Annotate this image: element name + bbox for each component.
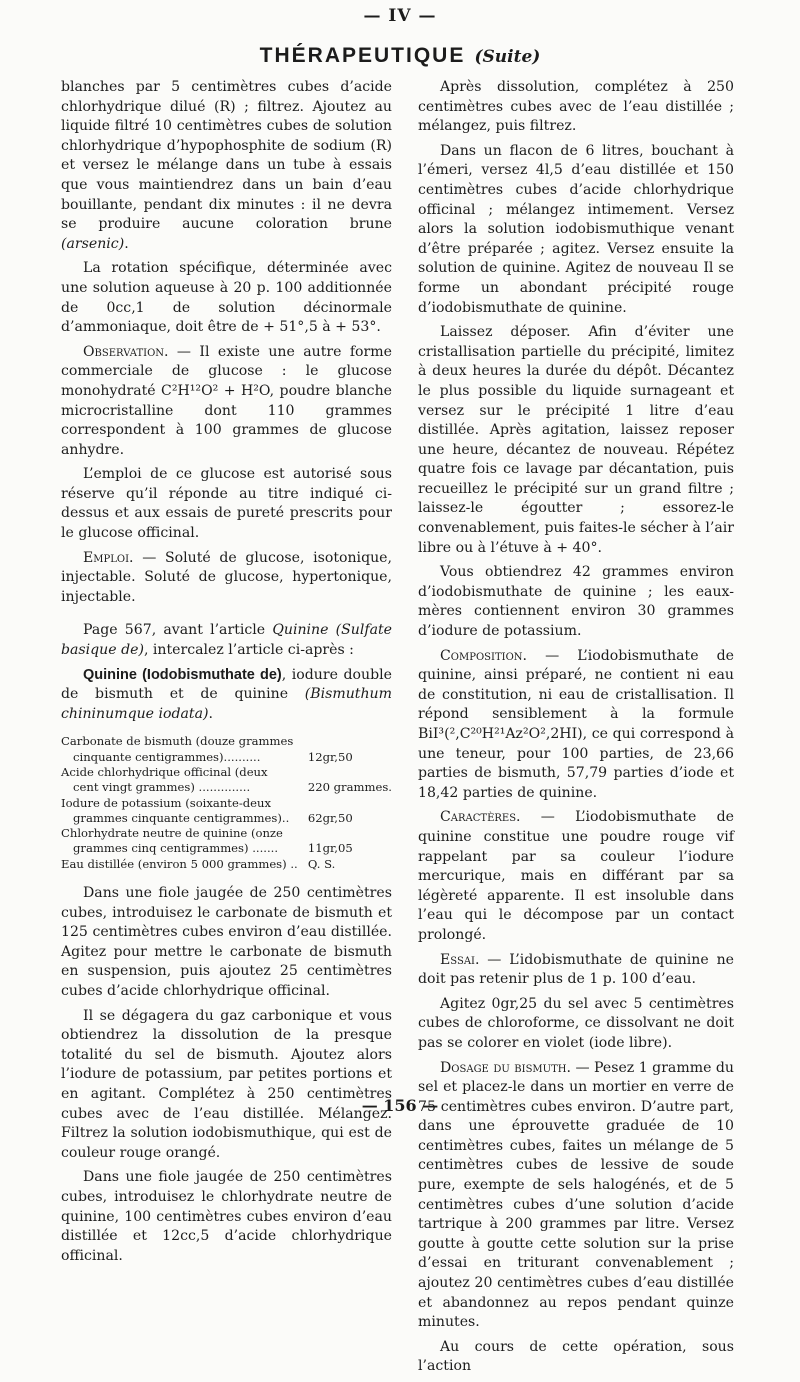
page-marker-top: — IV — <box>363 6 437 26</box>
paragraph: Après dissolution, complétez à 250 centimètres cubes avec de l’eau distillée ; mélangez, puis filtrez. <box>418 79 734 135</box>
header-suite: (Suite) <box>474 47 541 67</box>
paragraph: Dans un flacon de 6 litres, bouchant à l’émeri, versez 4l,5 d’eau distillée et 150 centimètres cubes d’acide chlorhydrique officinal ; mélangez intimement. Versez alors la solution iodobismuthique venant d’être préparée ; agitez. Versez ensuite la solution de quinine. Agitez de nouveau Il se forme un abondant précipité rouge d’iodobismuthate de quinine. <box>418 142 734 316</box>
page-reference: Page 567, avant l’article Quinine (Sulfate basique de), intercalez l’article ci-après : <box>61 622 393 659</box>
right-column <box>418 78 734 1382</box>
formula-row: grammes cinquante centigrammes).. 62gr,50 <box>73 810 353 825</box>
paragraph: Il se dégagera du gaz carbonique et vous obtiendrez la dissolution de la presque totalité du sel de bismuth. Ajoutez alors l’iodure de potassium, par petites portions et en agitant. Complétez à 250 centimètres cubes avec de l’eau distillée. Mélangez. Filtrez la solution iodobismuthique, qui est de couleur rouge orangé. <box>61 1007 392 1161</box>
paragraph-observation: Observation. — Il existe une autre forme commerciale de glucose : le glucose monohydraté C²H¹²O² + H²O, poudre blanche microcristalline dont 110 grammes correspondent à 100 grammes de glucose anhydre. <box>61 343 392 458</box>
emploi-label: Emploi. <box>83 549 134 566</box>
formula-row: grammes cinq centigrammes) ....... 11gr,05 <box>73 841 353 856</box>
paragraph-caracteres: Caractères. — L’iodobismuthate de quinine constitue une poudre rouge vif rappelant par sa couleur l’iodure mercurique, mais en différant par sa légèreté apparente. Il est insoluble dans l’eau qui le décompose par un contact prolongé. <box>418 809 734 943</box>
caracteres-label: Caractères. <box>440 809 521 826</box>
paragraph-rotation: La rotation spécifique, déterminée avec une solution aqueuse à 20 p. 100 additionnée de 0cc,1 de solution décinormale d’ammoniaque, doit être de + 51°,5 à + 53°. <box>61 260 392 336</box>
formula-row: Chlorhydrate neutre de quinine (onze <box>61 826 283 841</box>
formula-row: Acide chlorhydrique officinal (deux <box>61 765 268 779</box>
paragraph-essai: Essai. — L’idobismuthate de quinine ne doit pas retenir plus de 1 p. 100 d’eau. <box>418 951 734 988</box>
composition-label: Composition. <box>440 647 527 664</box>
quinine-title: Quinine (Iodobismuthate de) <box>83 666 282 683</box>
paragraph-dosage: Dosage du bismuth. — Pesez 1 gramme du sel et placez-le dans un mortier en verre de 75 centimètres cubes environ. D’autre part, dans une éprouvette graduée de 10 centimètres cubes, faites un mélange de 5 centimètres cubes de lessive de soude pure, exempte de sels halogénés, et de 5 centimètres cubes d’une solution d’acide tartrique à 200 grammes par litre. Versez goutte à goutte cette solution sur la prise d’essai en triturant convenablement ; ajoutez 20 centimètres cubes d’eau distillée et abandonnez au repos pendant quinze minutes. <box>418 1059 734 1331</box>
formula-row: cinquante centigrammes).......... 12gr,50 <box>73 749 353 764</box>
paragraph: blanches par 5 centimètres cubes d’acide chlorhydrique dilué (R) ; filtrez. Ajoutez au liquide filtré 10 centimètres cubes de solution chlorhydrique d’hypophosphite de sodium (R) et versez le mélange dans un tube à essais que vous maintiendrez dans un bain d’eau bouillante, pendant dix minutes : il ne devra se produire aucune coloration brune (arsenic). <box>61 79 392 252</box>
formula-row: Eau distillée (environ 5 000 grammes) .. Q. S. <box>61 856 336 871</box>
left-column <box>61 78 392 1271</box>
paragraph: Dans une fiole jaugée de 250 centimètres cubes, introduisez le chlorhydrate neutre de quinine, 100 centimètres cubes environ d’eau distillée et 12cc,5 d’acide chlorhydrique officinal. <box>61 1169 392 1264</box>
paragraph: Vous obtiendrez 42 grammes environ d’iodobismuthate de quinine ; les eaux-mères contiennent environ 30 grammes d’iodure de potassium. <box>418 564 734 640</box>
formula-row: cent vingt grammes) .............. 220 grammes. <box>73 780 392 795</box>
paragraph: Dans une fiole jaugée de 250 centimètres cubes, introduisez le carbonate de bismuth et 125 centimètres cubes environ d’eau distillée. Agitez pour mettre le carbonate de bismuth en suspension, puis ajoutez 25 centimètres cubes d’acide chlorhydrique officinal. <box>61 885 392 1000</box>
paragraph-emploi: Emploi. — Soluté de glucose, isotonique, injectable. Soluté de glucose, hypertonique, injectable. <box>61 549 392 605</box>
dosage-label: Dosage du bismuth. <box>440 1059 571 1076</box>
paragraph: L’emploi de ce glucose est autorisé sous réserve qu’il réponde au titre indiqué ci-dessus et aux essais de pureté prescrits pour le glucose officinal. <box>61 466 392 542</box>
header-title: THÉRAPEUTIQUE <box>259 44 466 67</box>
essai-label: Essai. <box>440 951 480 968</box>
paragraph-composition: Composition. — L’iodobismuthate de quinine, ainsi préparé, ne contient ni eau de constitution, ni eau de cristallisation. Il répond sensiblement à la formule BiI³(²,C²⁰H²¹Az²O²,2HI), ce qui correspond à une teneur, pour 100 parties, de 23,66 parties de bismuth, 57,79 parties d’iode et 18,42 parties de quinine. <box>418 647 734 801</box>
observation-label: Observation. <box>83 343 169 360</box>
running-header <box>0 44 800 68</box>
page-number: — 156 — <box>361 1096 439 1115</box>
paragraph: Au cours de cette opération, sous l’action <box>418 1338 734 1375</box>
paragraph: Laissez déposer. Afin d’éviter une cristallisation partielle du précipité, limitez à deux heures la durée du dépôt. Décantez le plus possible du liquide surnageant et versez sur le précipité 1 litre d’eau distillée. Après agitation, laissez reposer une heure, décantez de nouveau. Répétez quatre fois ce lavage par décantation, puis recueillez le précipité sur un grand filtre ; laissez-le égoutter ; essorez-le convenablement, puis faites-le sécher à l’air libre ou à l’étuve à + 40°. <box>418 324 734 556</box>
formula-row: Carbonate de bismuth (douze grammes <box>61 734 294 749</box>
quinine-entry: Quinine (Iodobismuthate de), iodure double de bismuth et de quinine (Bismuthum chininumque iodata). <box>61 666 392 722</box>
paragraph: Agitez 0gr,25 du sel avec 5 centimètres cubes de chloroforme, ce dissolvant ne doit pas se colorer en violet (iode libre). <box>418 995 734 1051</box>
formula-table <box>61 734 392 872</box>
formula-row: Iodure de potassium (soixante-deux <box>61 795 272 810</box>
